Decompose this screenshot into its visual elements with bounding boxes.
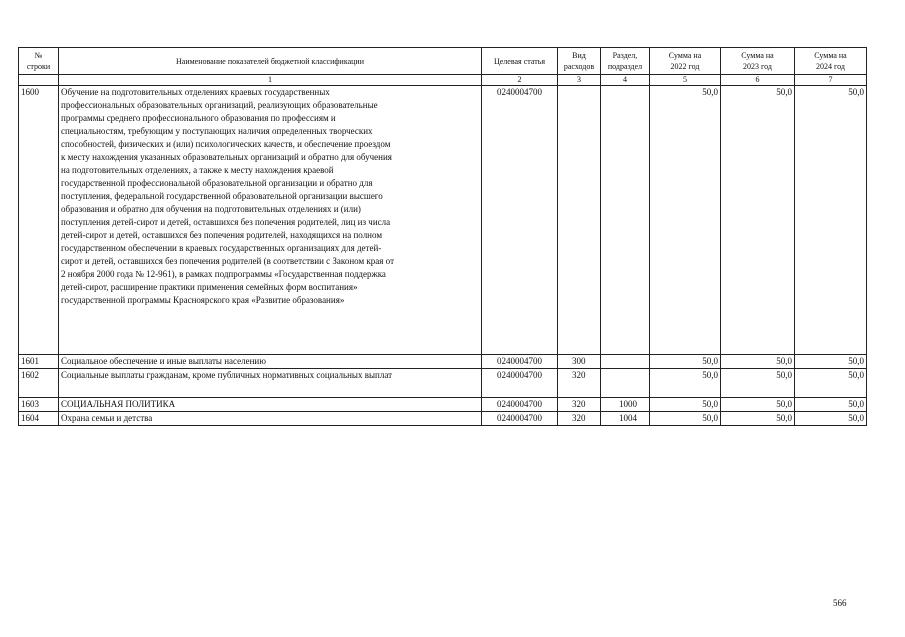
budget-table (18, 47, 867, 426)
row-sum-2022: 50,0 (650, 398, 721, 412)
row-number: 1603 (19, 398, 59, 412)
row-target: 0240004700 (482, 412, 558, 426)
colnum-0 (19, 75, 59, 86)
header-sum-2022: Сумма на 2022 год (650, 48, 721, 75)
row-razdel (601, 369, 650, 398)
row-number: 1600 (19, 86, 59, 355)
row-sum-2022: 50,0 (650, 86, 721, 355)
column-numbers-row (19, 75, 867, 86)
row-sum-2022: 50,0 (650, 369, 721, 398)
row-vid: 300 (558, 355, 601, 369)
row-target: 0240004700 (482, 369, 558, 398)
row-sum-2022: 50,0 (650, 355, 721, 369)
colnum-1: 1 (59, 75, 482, 86)
table-row (19, 86, 867, 355)
header-vid: Вид расходов (558, 48, 601, 75)
row-vid: 320 (558, 398, 601, 412)
header-row-number: № строки (19, 48, 59, 75)
row-name: Социальные выплаты гражданам, кроме публичных нормативных социальных выплат (59, 369, 482, 398)
row-name: Социальное обеспечение и иные выплаты населению (59, 355, 482, 369)
row-sum-2023: 50,0 (721, 355, 795, 369)
row-razdel: 1004 (601, 412, 650, 426)
row-name: СОЦИАЛЬНАЯ ПОЛИТИКА (59, 398, 482, 412)
row-vid: 320 (558, 369, 601, 398)
row-name: Обучение на подготовительных отделениях краевых государственных профессиональных образовательных организаций, реализующих образовательные программы среднего профессионального образования по профессиям и специальностям, требующим у поступающих наличия определенных творческих способностей, физических и (или) психологических качеств, и обеспечение проездом к месту нахождения указанных образовательных организаций и обратно для обучения на подготовительных отделениях, а также к месту нахождения краевой государственной профессиональной образовательной организации и обратно для поступления, федеральной государственной образовательной организации высшего образования и обратно для обучения на подготовительных отделениях и (или) поступления детей-сирот и детей, оставшихся без попечения родителей, лиц из числа детей-сирот и детей, оставшихся без попечения родителей, находящихся на полном государственном обеспечении в краевых государственных организациях для детей- сирот и детей, оставшихся без попечения родителей (в соответствии с Законом края от 2 ноября 2000 года № 12-961), в рамках подпрограммы «Государственная поддержка детей-сирот, расширение практики применения семейных форм воспитания» государственной программы Красноярского края «Развитие образования» (59, 86, 482, 355)
header-name: Наименование показателей бюджетной классификации (59, 48, 482, 75)
table-row (19, 412, 867, 426)
header-razdel: Раздел, подраздел (601, 48, 650, 75)
header-sum-2024: Сумма на 2024 год (795, 48, 867, 75)
row-sum-2023: 50,0 (721, 86, 795, 355)
colnum-7: 7 (795, 75, 867, 86)
header-row (19, 48, 867, 75)
row-vid (558, 86, 601, 355)
row-sum-2023: 50,0 (721, 412, 795, 426)
row-target: 0240004700 (482, 355, 558, 369)
row-sum-2024: 50,0 (795, 355, 867, 369)
colnum-4: 4 (601, 75, 650, 86)
colnum-2: 2 (482, 75, 558, 86)
page-number: 566 (833, 598, 847, 608)
row-razdel: 1000 (601, 398, 650, 412)
row-sum-2024: 50,0 (795, 398, 867, 412)
row-sum-2024: 50,0 (795, 86, 867, 355)
table-row (19, 355, 867, 369)
table-row (19, 369, 867, 398)
row-razdel (601, 355, 650, 369)
row-number: 1604 (19, 412, 59, 426)
colnum-5: 5 (650, 75, 721, 86)
row-target: 0240004700 (482, 398, 558, 412)
row-sum-2022: 50,0 (650, 412, 721, 426)
table-row (19, 398, 867, 412)
header-target: Целевая статья (482, 48, 558, 75)
header-sum-2023: Сумма на 2023 год (721, 48, 795, 75)
colnum-6: 6 (721, 75, 795, 86)
row-sum-2023: 50,0 (721, 398, 795, 412)
row-target: 0240004700 (482, 86, 558, 355)
row-sum-2024: 50,0 (795, 412, 867, 426)
row-sum-2024: 50,0 (795, 369, 867, 398)
row-vid: 320 (558, 412, 601, 426)
colnum-3: 3 (558, 75, 601, 86)
row-sum-2023: 50,0 (721, 369, 795, 398)
row-name: Охрана семьи и детства (59, 412, 482, 426)
row-number: 1601 (19, 355, 59, 369)
row-number: 1602 (19, 369, 59, 398)
row-razdel (601, 86, 650, 355)
